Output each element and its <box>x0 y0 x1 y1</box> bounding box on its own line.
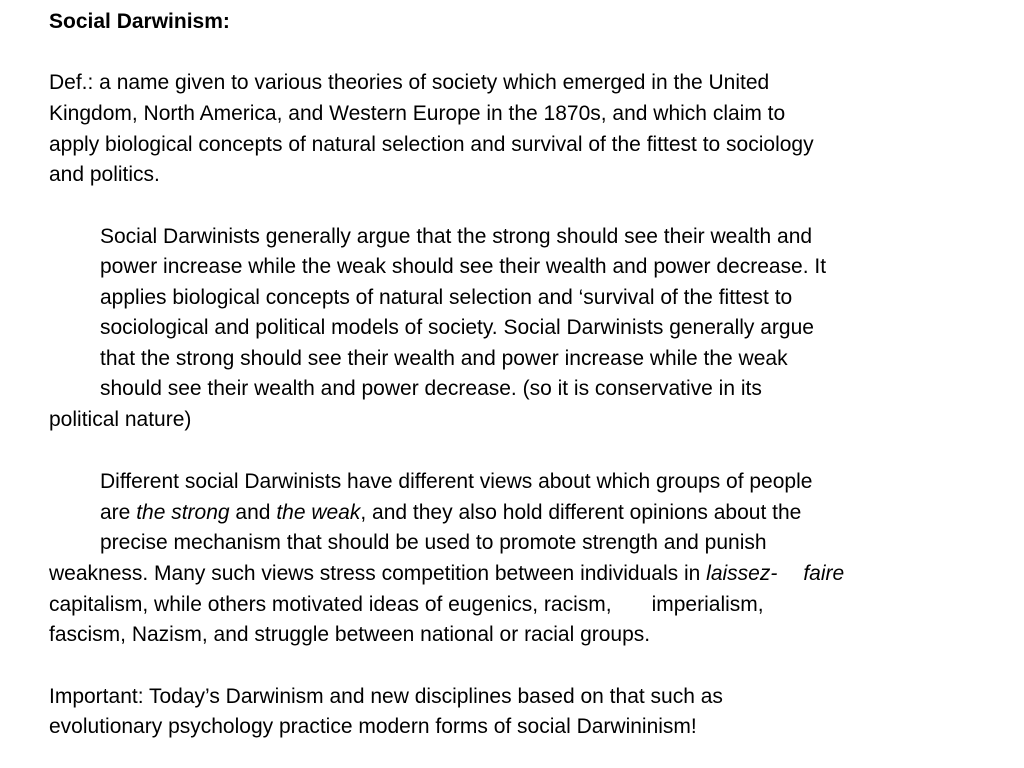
paragraph-line: that the strong should see their wealth and power increase while the weak <box>100 347 788 370</box>
definition-line: and politics. <box>49 163 160 186</box>
paragraph-line <box>49 559 844 590</box>
text-run: are <box>100 501 137 524</box>
paragraph-line: fascism, Nazism, and struggle between national or racial groups. <box>49 623 651 646</box>
page-title: Social Darwinism: <box>49 10 230 33</box>
italic-the-weak: the weak <box>276 501 361 524</box>
paragraph-line: sociological and political models of society. Social Darwinists generally argue <box>100 316 814 339</box>
paragraph-line <box>49 590 764 621</box>
text-run: weakness. Many such views stress competition between individuals in <box>49 562 707 585</box>
paragraph-line <box>100 498 801 529</box>
text-run: imperialism, <box>651 593 764 616</box>
italic-laissez: laissez- <box>706 562 778 585</box>
important-line: Important: Today’s Darwinism and new disciplines based on that such as <box>49 685 723 708</box>
paragraph-line: applies biological concepts of natural selection and ‘survival of the fittest to <box>100 286 793 309</box>
definition-line: apply biological concepts of natural selection and survival of the fittest to sociology <box>49 133 814 156</box>
text-run: capitalism, while others motivated ideas of eugenics, racism, <box>49 593 612 616</box>
paragraph-line: power increase while the weak should see their wealth and power decrease. It <box>100 255 827 278</box>
paragraph-line: political nature) <box>49 408 192 431</box>
paragraph-line: should see their wealth and power decrease. (so it is conservative in its <box>100 377 762 400</box>
paragraph-line: precise mechanism that should be used to promote strength and punish <box>100 531 767 554</box>
paragraph-line: Different social Darwinists have different views about which groups of people <box>100 470 813 493</box>
italic-the-strong: the strong <box>136 501 230 524</box>
paragraph-line: Social Darwinists generally argue that the strong should see their wealth and <box>100 225 813 248</box>
important-line: evolutionary psychology practice modern forms of social Darwininism! <box>49 715 697 738</box>
text-run: and <box>229 501 277 524</box>
definition-line: Def.: a name given to various theories of society which emerged in the United <box>49 71 770 94</box>
text-run: , and they also hold different opinions about the <box>360 501 802 524</box>
italic-faire: faire <box>803 562 845 585</box>
definition-line: Kingdom, North America, and Western Europe in the 1870s, and which claim to <box>49 102 786 125</box>
